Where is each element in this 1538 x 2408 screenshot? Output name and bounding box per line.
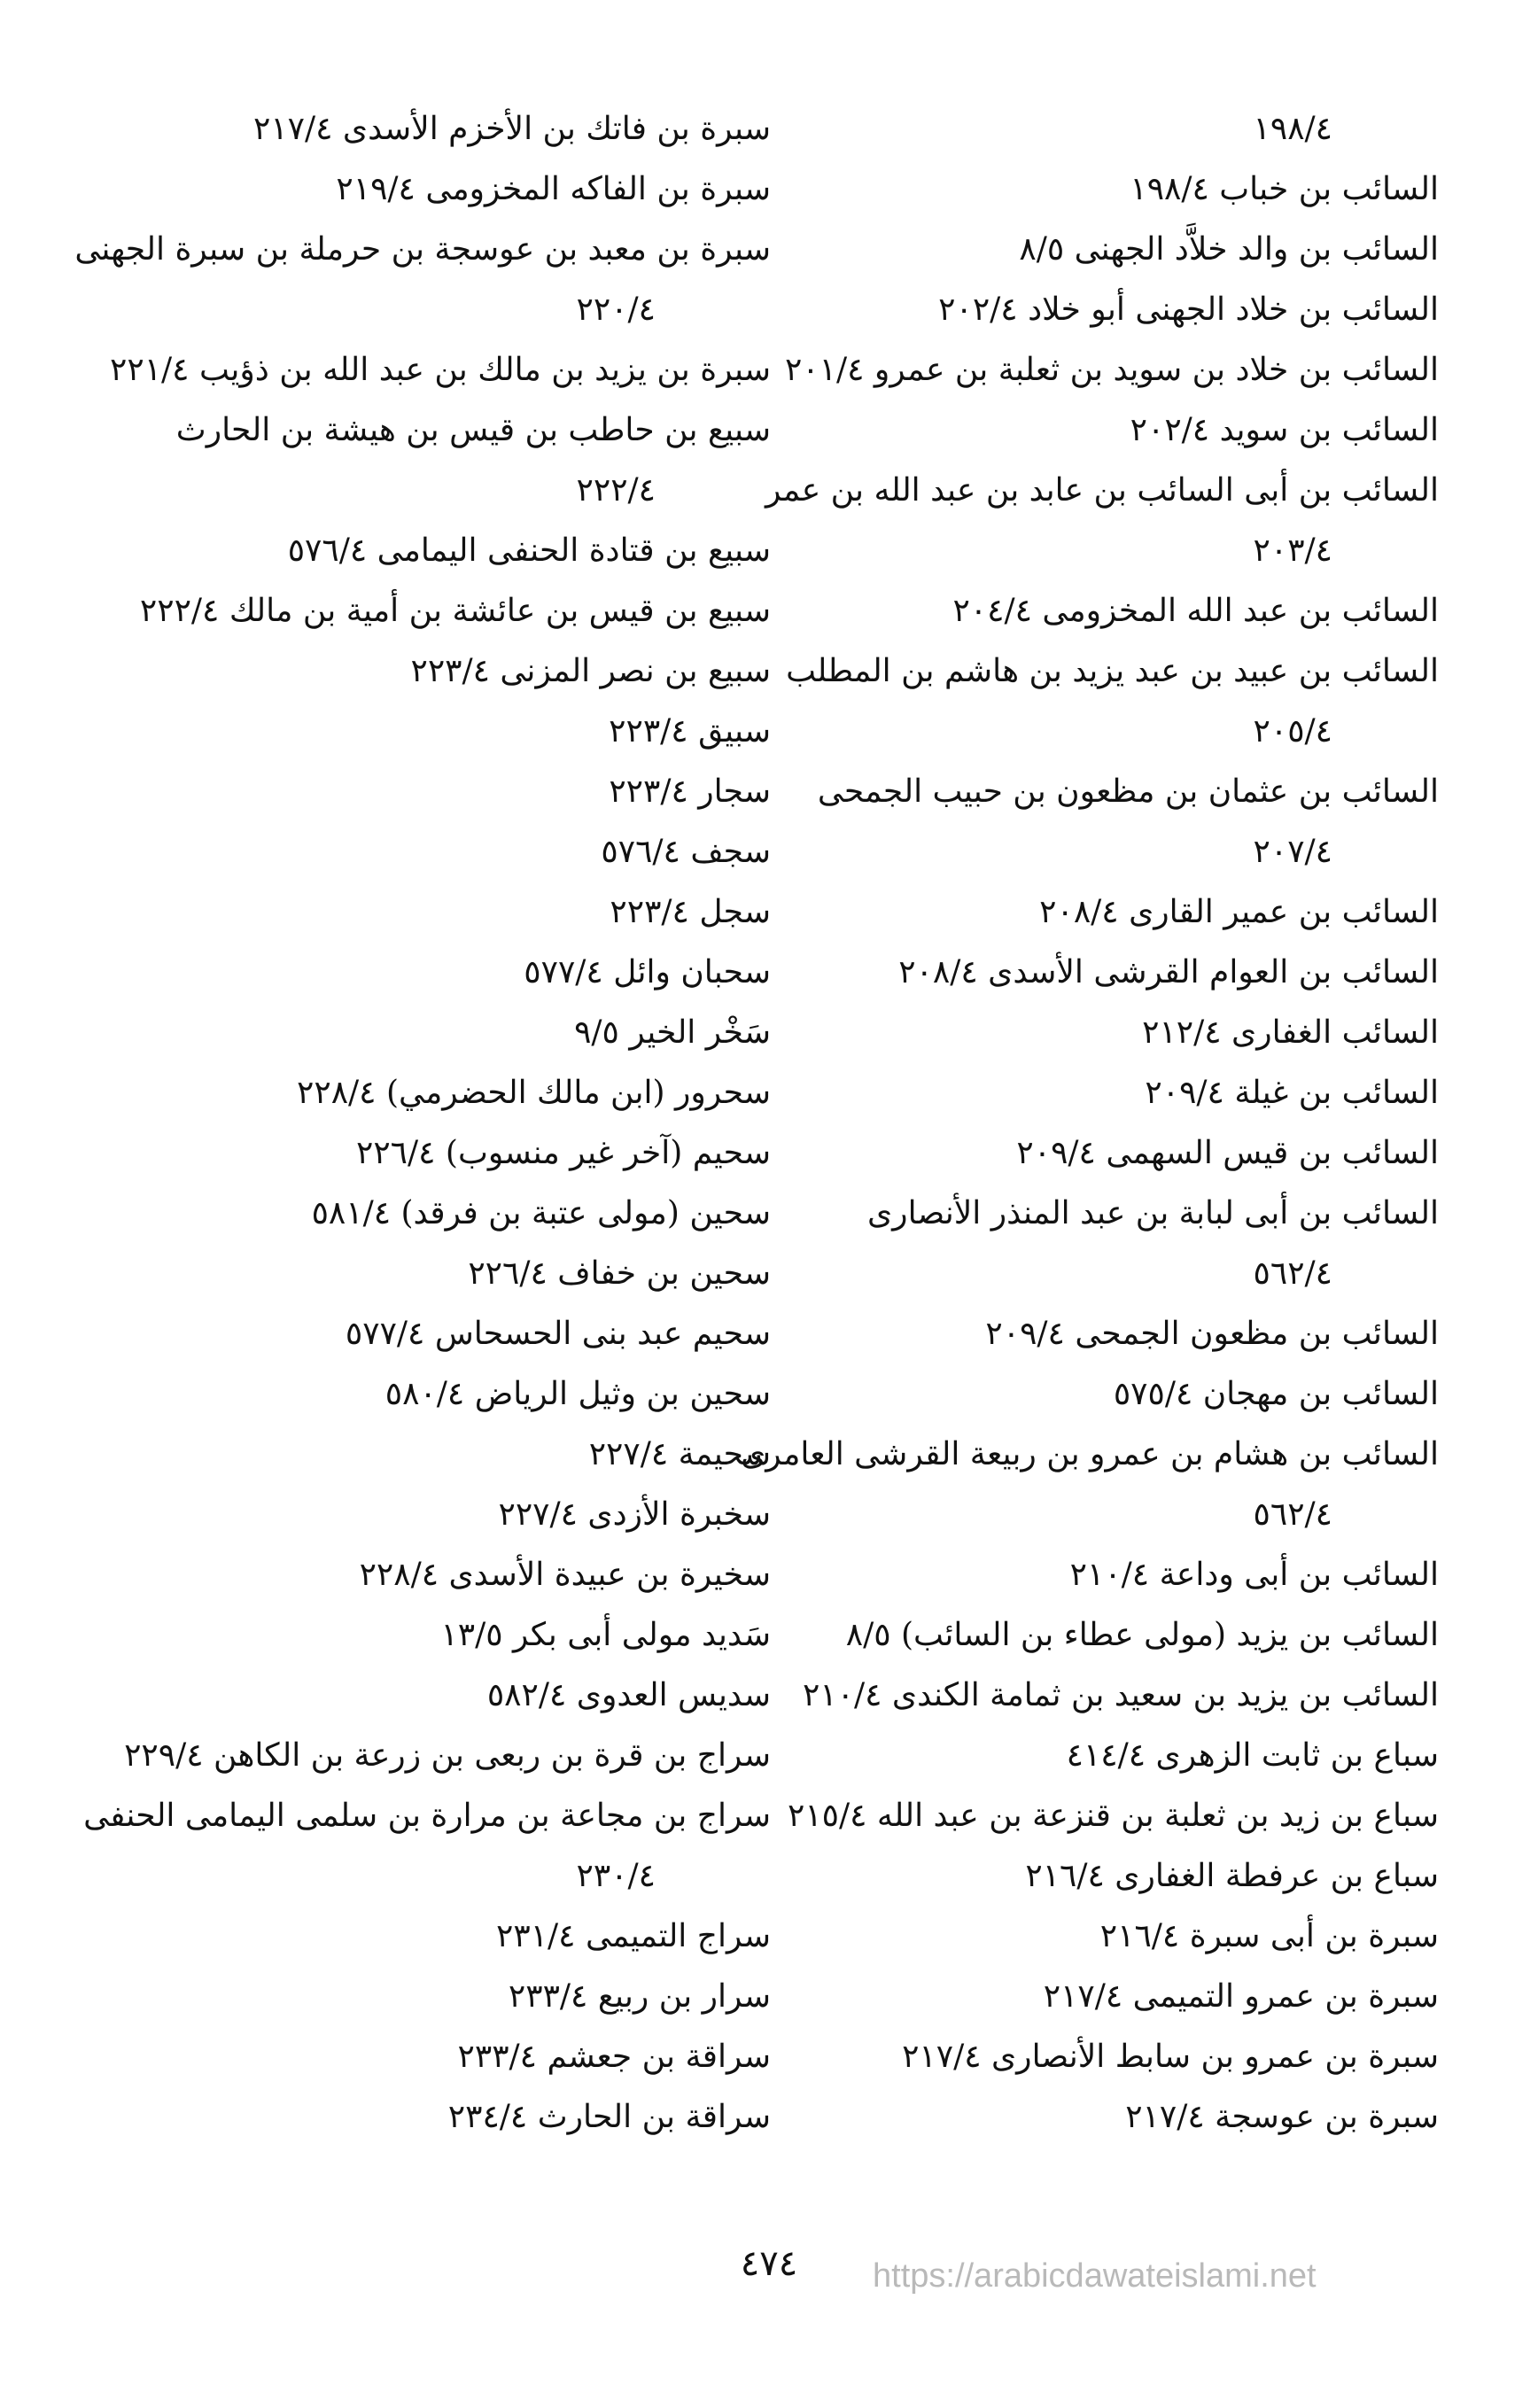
index-entry: ٢٠٣/٤ <box>1253 532 1332 569</box>
index-entry: السائب بن هشام بن عمرو بن ربيعة القرشى العامرى <box>741 1436 1439 1472</box>
index-entry: سحرور (ابن مالك الحضرمي) ٢٢٨/٤ <box>297 1075 771 1111</box>
index-entry: سراج بن مجاعة بن مرارة بن سلمى اليمامى الحنفى <box>83 1798 771 1834</box>
index-entry: سبيع بن نصر المزنى ٢٢٣/٤ <box>410 653 771 689</box>
index-entry: سحين بن وثيل الرياض ٥٨٠/٤ <box>384 1376 771 1412</box>
index-entry: السائب بن سويد ٢٠٢/٤ <box>1130 412 1439 448</box>
index-entry: سحين بن خفاف ٢٢٦/٤ <box>468 1255 771 1292</box>
watermark: https://arabicdawateislami.net <box>873 2257 1317 2295</box>
index-entry: السائب بن خلاد بن سويد بن ثعلبة بن عمرو ٢٠١/٤ <box>784 352 1439 388</box>
index-entry: سبيع بن قتادة الحنفى اليمامى ٥٧٦/٤ <box>287 532 771 569</box>
index-entry: سخبرة الأزدى ٢٢٧/٤ <box>498 1496 771 1533</box>
index-entry: السائب بن عبيد بن عبد يزيد بن هاشم بن المطلب <box>786 653 1439 689</box>
index-entry: سباع بن زيد بن ثعلبة بن قنزعة بن عبد الله ٢١٥/٤ <box>787 1798 1439 1834</box>
index-entry: سبرة بن أبى سبرة ٢١٦/٤ <box>1099 1918 1439 1954</box>
index-entry: سجل ٢٢٣/٤ <box>610 894 771 930</box>
index-entry: سبرة بن معبد بن عوسجة بن حرملة بن سبرة الجهنى <box>74 231 771 268</box>
index-entry: السائب بن أبى السائب بن عابد بن عبد الله بن عمر <box>765 472 1439 509</box>
index-entry: السائب بن عمير القارى ٢٠٨/٤ <box>1039 894 1439 930</box>
index-entry: سبرة بن الفاكه المخزومى ٢١٩/٤ <box>336 171 771 207</box>
page-number: ٤٧٤ <box>740 2243 798 2284</box>
index-entry: سخيرة بن عبيدة الأسدى ٢٢٨/٤ <box>359 1557 771 1593</box>
index-entry: ٢٠٧/٤ <box>1253 834 1332 870</box>
index-entry: ٢٢٢/٤ <box>576 472 656 509</box>
index-entry: سبيق ٢٢٣/٤ <box>609 713 771 750</box>
index-entry: السائب بن يزيد بن سعيد بن ثمامة الكندى ٢١٠/٤ <box>803 1677 1439 1713</box>
index-entry: ٥٦٢/٤ <box>1253 1496 1332 1533</box>
index-entry: السائب بن غيلة ٢٠٩/٤ <box>1145 1075 1439 1111</box>
index-entry: سبرة بن عمرو التميمى ٢١٧/٤ <box>1043 1978 1439 2015</box>
index-entry: سَديد مولى أبى بكر ١٣/٥ <box>440 1617 771 1653</box>
index-entry: السائب بن مظعون الجمحى ٢٠٩/٤ <box>985 1316 1439 1352</box>
index-entry: سبرة بن يزيد بن مالك بن عبد الله بن ذؤيب ٢٢١/٤ <box>110 352 771 388</box>
index-entry: السائب بن خباب ١٩٨/٤ <box>1130 171 1439 207</box>
index-entry: ٢٠٥/٤ <box>1253 713 1332 750</box>
index-entry: سرار بن ربيع ٢٣٣/٤ <box>508 1978 771 2015</box>
index-entry: السائب بن العوام القرشى الأسدى ٢٠٨/٤ <box>898 954 1439 990</box>
index-entry: سحيمة ٢٢٧/٤ <box>588 1436 771 1472</box>
index-entry: سباع بن عرفطة الغفارى ٢١٦/٤ <box>1025 1858 1439 1894</box>
index-entry: ٢٢٠/٤ <box>576 291 656 328</box>
index-entry: ٢٣٠/٤ <box>576 1858 656 1894</box>
index-entry: السائب بن يزيد (مولى عطاء بن السائب) ٨/٥ <box>845 1617 1439 1653</box>
index-entry: السائب بن خلاد الجهنى أبو خلاد ٢٠٢/٤ <box>938 291 1439 328</box>
index-entry: السائب بن عثمان بن مظعون بن حبيب الجمحى <box>817 773 1439 810</box>
index-entry: سجار ٢٢٣/٤ <box>609 773 771 810</box>
index-entry: سحيم عبد بنى الحسحاس ٥٧٧/٤ <box>345 1316 771 1352</box>
index-entry: سبرة بن فاتك بن الأخزم الأسدى ٢١٧/٤ <box>253 111 771 147</box>
left-column <box>74 99 771 2148</box>
index-entry: سراج التميمى ٢٣١/٤ <box>496 1918 771 1954</box>
index-entry: سبيع بن حاطب بن قيس بن هيشة بن الحارث <box>175 412 771 448</box>
index-entry: السائب بن عبد الله المخزومى ٢٠٤/٤ <box>952 593 1439 629</box>
index-entry: سبرة بن عمرو بن سابط الأنصارى ٢١٧/٤ <box>902 2039 1439 2075</box>
index-entry: سباع بن ثابت الزهرى ٤١٤/٤ <box>1066 1737 1439 1774</box>
index-entry: سحين (مولى عتبة بن فرقد) ٥٨١/٤ <box>311 1195 771 1231</box>
index-entry: السائب بن مهجان ٥٧٥/٤ <box>1113 1376 1439 1412</box>
index-entry: السائب بن أبى وداعة ٢١٠/٤ <box>1069 1557 1439 1593</box>
index-entry: السائب بن أبى لبابة بن عبد المنذر الأنصارى <box>867 1195 1439 1231</box>
index-entry: سبرة بن عوسجة ٢١٧/٤ <box>1125 2099 1439 2135</box>
index-entry: سحبان وائل ٥٧٧/٤ <box>524 954 771 990</box>
index-entry: سحيم (آخر غير منسوب) ٢٢٦/٤ <box>356 1135 771 1171</box>
right-column <box>741 99 1439 2148</box>
index-entry: سجف ٥٧٦/٤ <box>601 834 771 870</box>
index-entry: ١٩٨/٤ <box>1253 111 1332 147</box>
index-entry: السائب بن والد خلاَّد الجهنى ٨/٥ <box>1019 231 1439 268</box>
index-entry: السائب بن قيس السهمى ٢٠٩/٤ <box>1016 1135 1439 1171</box>
index-entry: سراقة بن الحارث ٢٣٤/٤ <box>447 2099 771 2135</box>
index-entry: السائب الغفارى ٢١٢/٤ <box>1142 1014 1439 1051</box>
index-entry: سراج بن قرة بن ربعى بن زرعة بن الكاهن ٢٢٩/٤ <box>124 1737 771 1774</box>
index-entry: سديس العدوى ٥٨٢/٤ <box>486 1677 771 1713</box>
index-entry: سراقة بن جعشم ٢٣٣/٤ <box>457 2039 771 2075</box>
index-entry: سبيع بن قيس بن عائشة بن أمية بن مالك ٢٢٢/٤ <box>139 593 771 629</box>
index-entry: سَخْر الخير ٩/٥ <box>574 1014 771 1051</box>
index-entry: ٥٦٢/٤ <box>1253 1255 1332 1292</box>
